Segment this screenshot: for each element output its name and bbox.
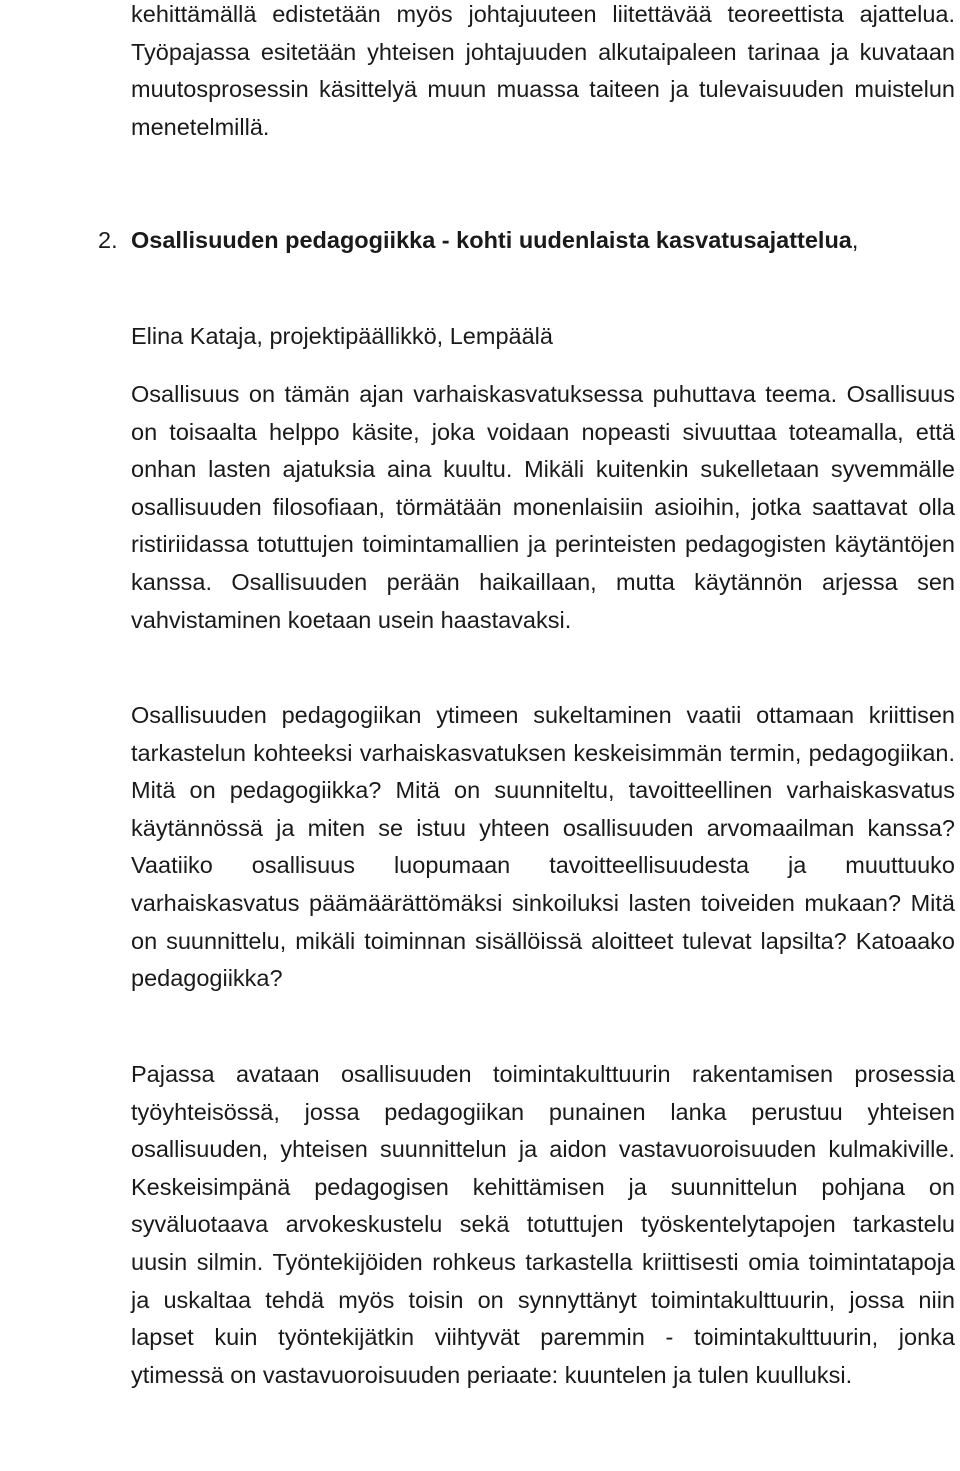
author-line: Elina Kataja, projektipäällikkö, Lempäälä [131, 323, 553, 349]
body-paragraph: Osallisuuden pedagogiikan ytimeen sukeltaminen vaatii ottamaan kriittisen tarkastelun kohteeksi varhaiskasvatuksen keskeisimmän termin, pedagogiikan. Mitä on pedagogiikka? Mitä on suunniteltu, tavoitteellinen varhaiskasvatus käytännössä ja miten se istuu yhteen osallisuuden arvomaailman kanssa? Vaatiiko osallisuus luopumaan tavoitteellisuudesta ja muuttuuko varhaiskasvatus päämäärättömäksi sinkoiluksi lasten toiveiden mukaan? Mitä on suunnittelu, mikäli toiminnan sisällöissä aloitteet tulevat lapsilta? Katoaako pedagogiikka? [131, 702, 955, 992]
section-title-suffix: , [851, 227, 859, 253]
intro-paragraph: kehittämällä edistetään myös johtajuuteen liitettävää teoreettista ajattelua. Työpajassa esitetään yhteisen johtajuuden alkutaipaleen tarinaa ja kuvataan muutosprosessin käsittelyä muun muassa taiteen ja tulevaisuuden muistelun menetelmillä. [131, 1, 955, 140]
section-heading [98, 222, 955, 260]
body-paragraph: Pajassa avataan osallisuuden toimintakulttuurin rakentamisen prosessia työyhteisössä, jossa pedagogiikan punainen lanka perustuu yhteisen osallisuuden, yhteisen suunnittelun ja aidon vastavuoroisuuden kulmakiville. Keskeisimpänä pedagogisen kehittämisen ja suunnittelun pohjana on syväluotaava arvokeskustelu sekä totuttujen työskentelytapojen tarkastelu uusin silmin. Työntekijöiden rohkeus tarkastella kriittisesti omia toimintatapoja ja uskaltaa tehdä myös toisin on synnyttänyt toimintakulttuurin, jossa niin lapset kuin työntekijätkin viihtyvät paremmin - toimintakulttuurin, jonka ytimessä on vastavuoroisuuden periaate: kuuntelen ja tulen kuulluksi. [131, 1061, 955, 1388]
section-title: Osallisuuden pedagogiikka - kohti uudenlaista kasvatusajattelua [131, 227, 852, 253]
section-number: 2. [98, 227, 118, 253]
body-paragraph: Osallisuus on tämän ajan varhaiskasvatuksessa puhuttava teema. Osallisuus on toisaalta helppo käsite, joka voidaan nopeasti sivuuttaa toteamalla, että onhan lasten ajatuksia aina kuultu. Mikäli kuitenkin sukelletaan syvemmälle osallisuuden filosofiaan, törmätään monenlaisiin asioihin, jotka saattavat olla ristiriidassa totuttujen toimintamallien ja perinteisten pedagogisten käytäntöjen kanssa. Osallisuuden perään haikaillaan, mutta käytännön arjessa sen vahvistaminen koetaan usein haastavaksi. [131, 381, 955, 633]
